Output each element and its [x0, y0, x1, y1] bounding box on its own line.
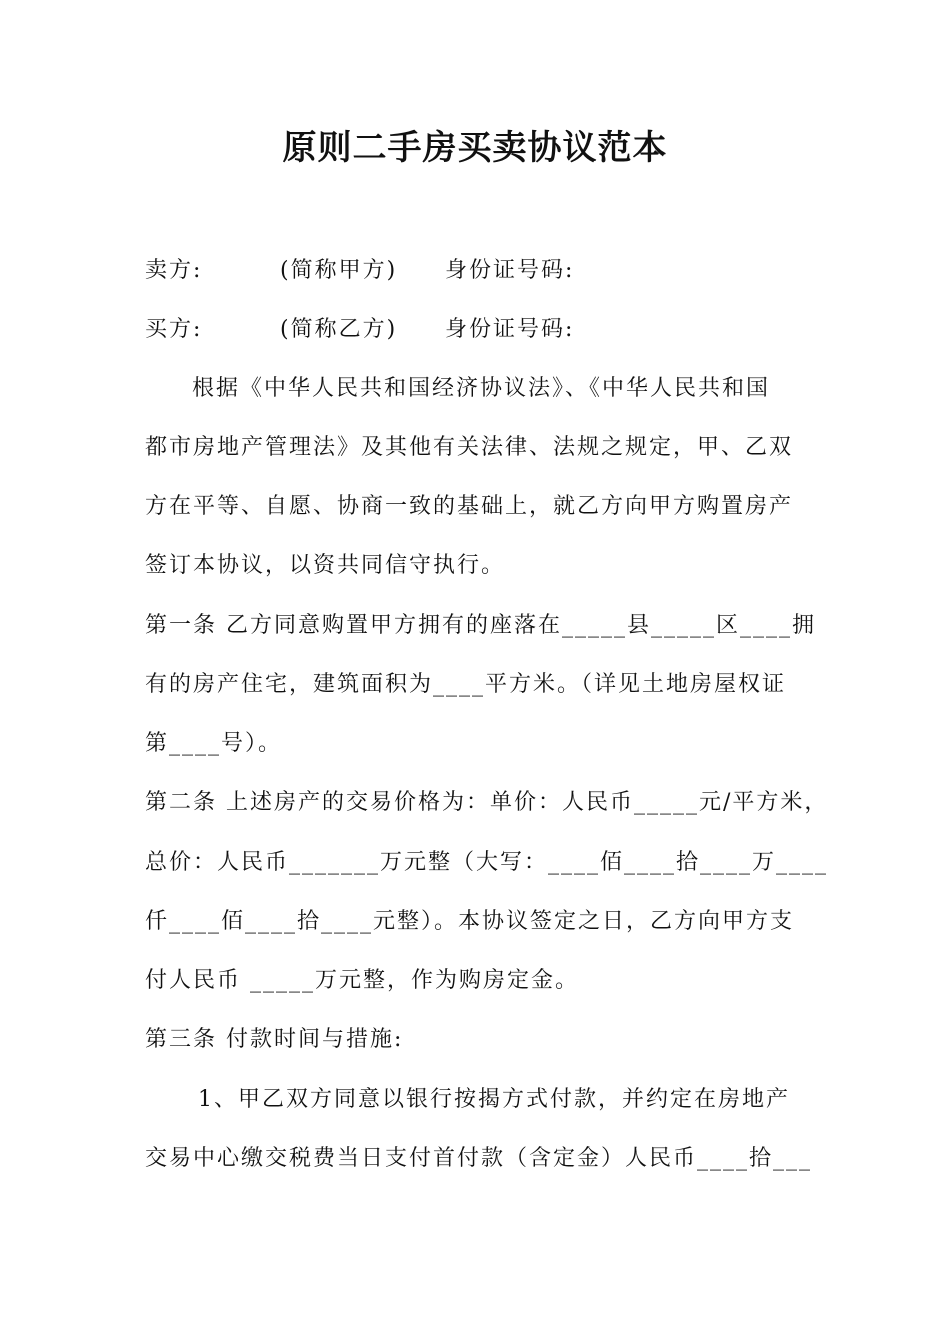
body-line-3: 方在平等、自愿、协商一致的基础上，就乙方向甲方购置房产	[145, 494, 794, 519]
body-line-4: 签订本协议，以资共同信守执行。	[145, 553, 506, 578]
article-2-line-3: 仟____佰____拾____元整）。本协议签定之日，乙方向甲方支	[145, 909, 795, 934]
body-line-1: 根据《中华人民共和国经济协议法》、《中华人民共和国	[192, 376, 771, 401]
seller-id-label: 身份证号码:	[445, 258, 575, 283]
seller-abbr: (简称甲方)	[280, 258, 398, 283]
buyer-abbr: (简称乙方)	[280, 317, 398, 342]
article-2-line-4: 付人民币 _____万元整，作为购房定金。	[145, 968, 579, 993]
article-2-line-2: 总价：人民币_______万元整（大写：____佰____拾____万____	[145, 850, 829, 875]
buyer-id-label: 身份证号码:	[445, 317, 575, 342]
article-1-line-3: 第____号）。	[145, 731, 283, 756]
seller-line	[145, 256, 574, 286]
article-2-line-1: 第二条 上述房产的交易价格为：单价：人民币_____元/平方米，	[145, 790, 829, 815]
article-1-line-2: 有的房产住宅，建筑面积为____平方米。（详见土地房屋权证	[145, 672, 787, 697]
article-3-item-1-line-1: 1、甲乙双方同意以银行按揭方式付款，并约定在房地产	[198, 1087, 790, 1112]
document-title: 原则二手房买卖协议范本	[282, 128, 668, 168]
buyer-line	[145, 315, 574, 345]
buyer-label: 买方:	[145, 317, 203, 342]
article-1-line-1: 第一条 乙方同意购置甲方拥有的座落在_____县_____区____拥	[145, 613, 816, 638]
article-3-heading: 第三条 付款时间与措施:	[145, 1027, 404, 1052]
article-3-item-1-line-2: 交易中心缴交税费当日支付首付款（含定金）人民币____拾___	[145, 1146, 813, 1171]
body-line-2: 都市房地产管理法》及其他有关法律、法规之规定，甲、乙双	[145, 435, 794, 460]
seller-label: 卖方:	[145, 258, 203, 283]
